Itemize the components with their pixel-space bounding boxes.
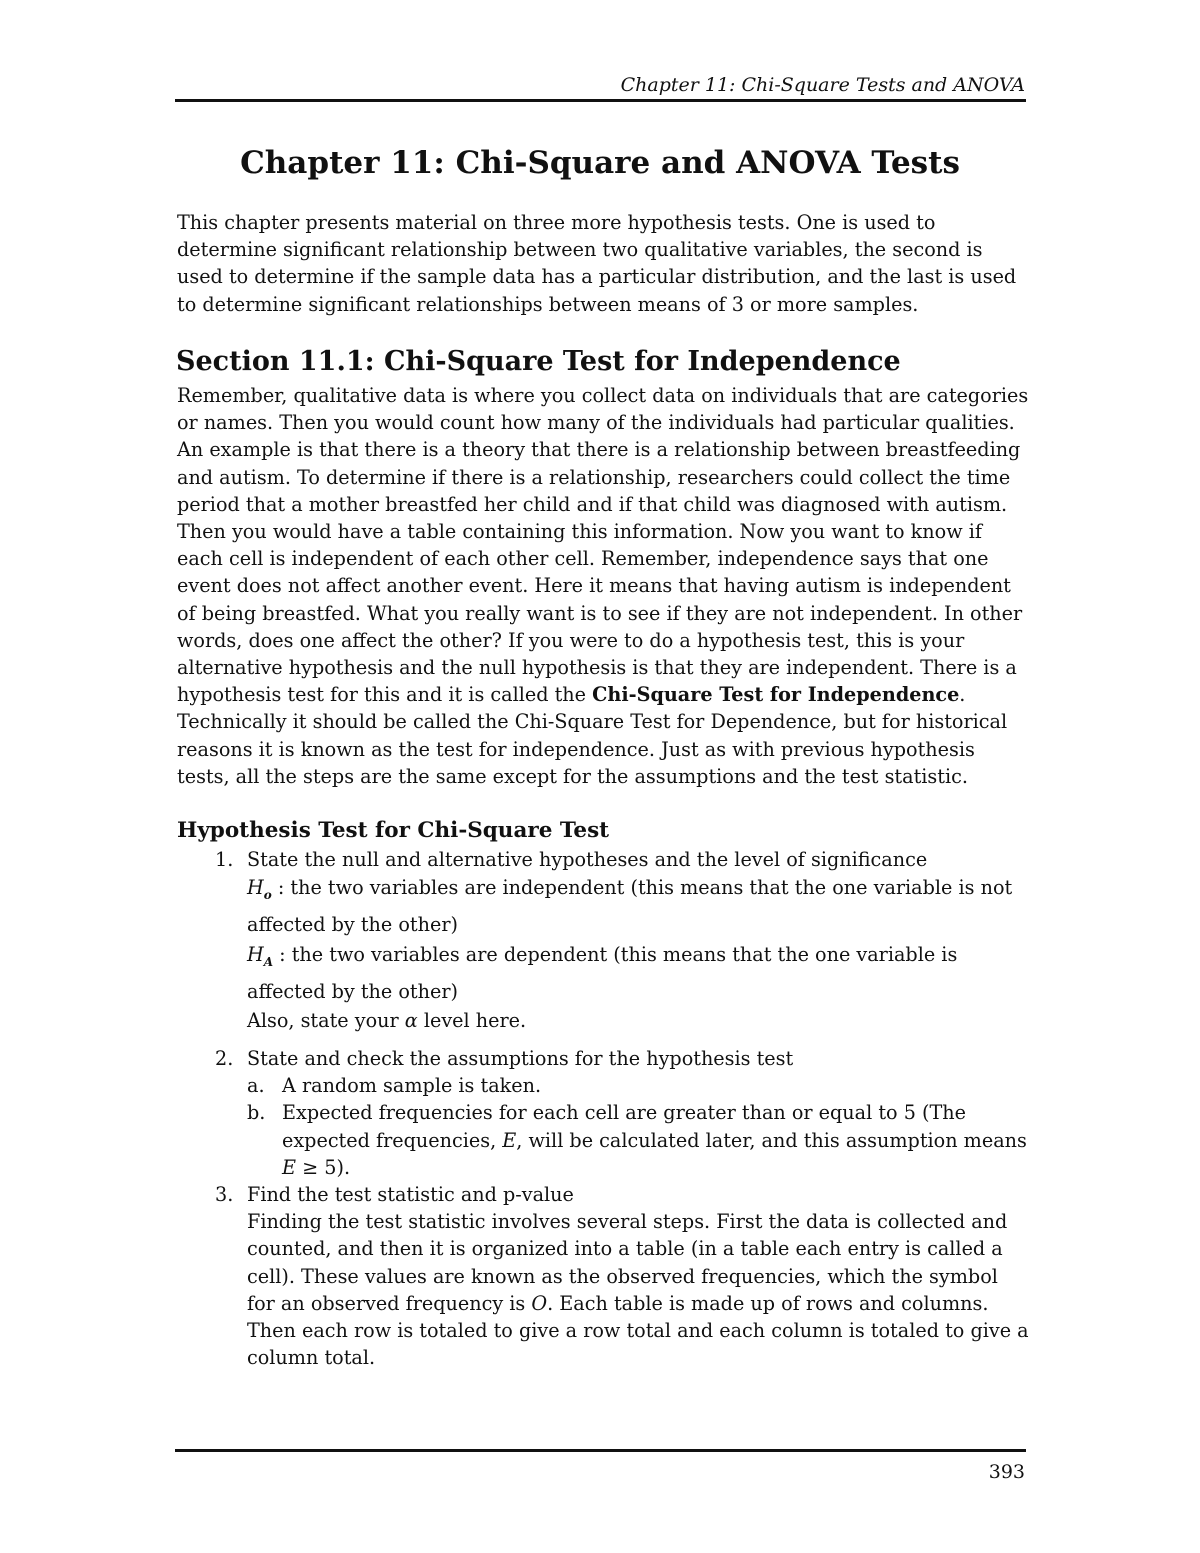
item-letter: a. xyxy=(247,1074,265,1098)
footer-rule xyxy=(175,1449,1026,1452)
chapter-title: Chapter 11: Chi-Square and ANOVA Tests xyxy=(240,145,960,181)
step-1 xyxy=(177,846,1029,1034)
h0-text: : the two variables are independent (this means that the one variable is not affected by the other) xyxy=(247,876,1013,937)
section-text-before: Remember, qualitative data is where you collect data on individuals that are categories or names. Then you would count how many of the individuals had particular qualities. An example is that there is a theory that there is a relationship between breastfeeding and autism. To determine if there is a relationship, researchers could collect the time period that a mother breastfed her child and if that child was diagnosed with autism. Then you would have a table containing this information. Now you want to know if each cell is independent of each other cell. Remember, independence says that one event does not affect another event. Here it means that having autism is independent of being breastfed. What you really want is to see if they are not independent. In other words, does one affect the other? If you were to do a hypothesis test, this is your alternative hypothesis and the null hypothesis is that they are independent. There is a hypothesis test for this and it is called the xyxy=(177,384,1029,707)
alpha-symbol: α xyxy=(404,1009,418,1033)
step-number: 1. xyxy=(215,848,234,871)
ha-text: : the two variables are dependent (this means that the one variable is affected by the other) xyxy=(247,943,958,1004)
body-pre: Finding the test statistic involves several steps. First the data is collected and counted, and then it is organized into a table (in a table each entry is called a cell). These values are known as the observed frequencies, which the symbol for an observed frequency is xyxy=(247,1210,1008,1315)
alpha-line xyxy=(247,1007,1029,1034)
inequality: ≥ 5 xyxy=(296,1155,337,1179)
item-text: A random sample is taken. xyxy=(282,1074,542,1098)
assumption-a xyxy=(247,1072,1029,1099)
section-heading: Section 11.1: Chi-Square Test for Independence xyxy=(176,346,901,377)
step-3 xyxy=(177,1181,1029,1371)
item-text-mid: , will be calculated later, and this assumption means xyxy=(516,1128,1027,1152)
alpha-pre: Also, state your xyxy=(247,1009,405,1033)
chapter-intro: This chapter presents material on three more hypothesis tests. One is used to determine significant relationship between two qualitative variables, the second is used to determine if the sample data has a particular distribution, and the last is used to determine significant relationships between means of 3 or more samples. xyxy=(177,211,1017,316)
section-text-after: . Technically it should be called the Chi-Square Test for Dependence, but for historical reasons it is known as the test for independence. Just as with previous hypothesis tests, all the steps are the same except for the assumptions and the test statistic. xyxy=(177,683,1008,788)
step-number: 2. xyxy=(215,1047,234,1070)
ha-subscript: A xyxy=(263,955,274,970)
item-text-post: ). xyxy=(336,1155,351,1179)
symbol-o: O xyxy=(531,1291,548,1315)
h0-subscript: o xyxy=(263,888,272,903)
step-title: Find the test statistic and p-value xyxy=(247,1183,574,1206)
symbol-e-2: E xyxy=(282,1155,297,1179)
symbol-e: E xyxy=(502,1128,517,1152)
section-paragraph xyxy=(177,382,1029,790)
body-post: . Each table is made up of rows and columns. Then each row is totaled to give a row total and each column is totaled to give a column total. xyxy=(247,1291,1029,1370)
step-number: 3. xyxy=(215,1183,234,1206)
alternative-hypothesis xyxy=(247,940,1029,1007)
bold-term: Chi-Square Test for Independence xyxy=(592,683,960,707)
step-2 xyxy=(177,1045,1029,1181)
hypothesis-test-heading: Hypothesis Test for Chi-Square Test xyxy=(177,818,610,843)
item-letter: b. xyxy=(247,1101,266,1125)
assumption-b xyxy=(247,1099,1029,1181)
page-number: 393 xyxy=(988,1461,1025,1483)
ha-symbol: H xyxy=(247,943,264,967)
null-hypothesis xyxy=(247,873,1029,940)
running-header: Chapter 11: Chi-Square Tests and ANOVA xyxy=(620,74,1025,96)
step-title: State the null and alternative hypotheses and the level of significance xyxy=(247,848,928,871)
header-rule xyxy=(175,99,1026,102)
step-body xyxy=(247,1208,1029,1371)
step-title: State and check the assumptions for the hypothesis test xyxy=(247,1047,794,1070)
h0-symbol: H xyxy=(247,876,264,900)
item-text-pre: Expected frequencies for each cell are greater than or equal to 5 (The expected frequencies, xyxy=(282,1101,966,1152)
alpha-post: level here. xyxy=(417,1009,527,1033)
